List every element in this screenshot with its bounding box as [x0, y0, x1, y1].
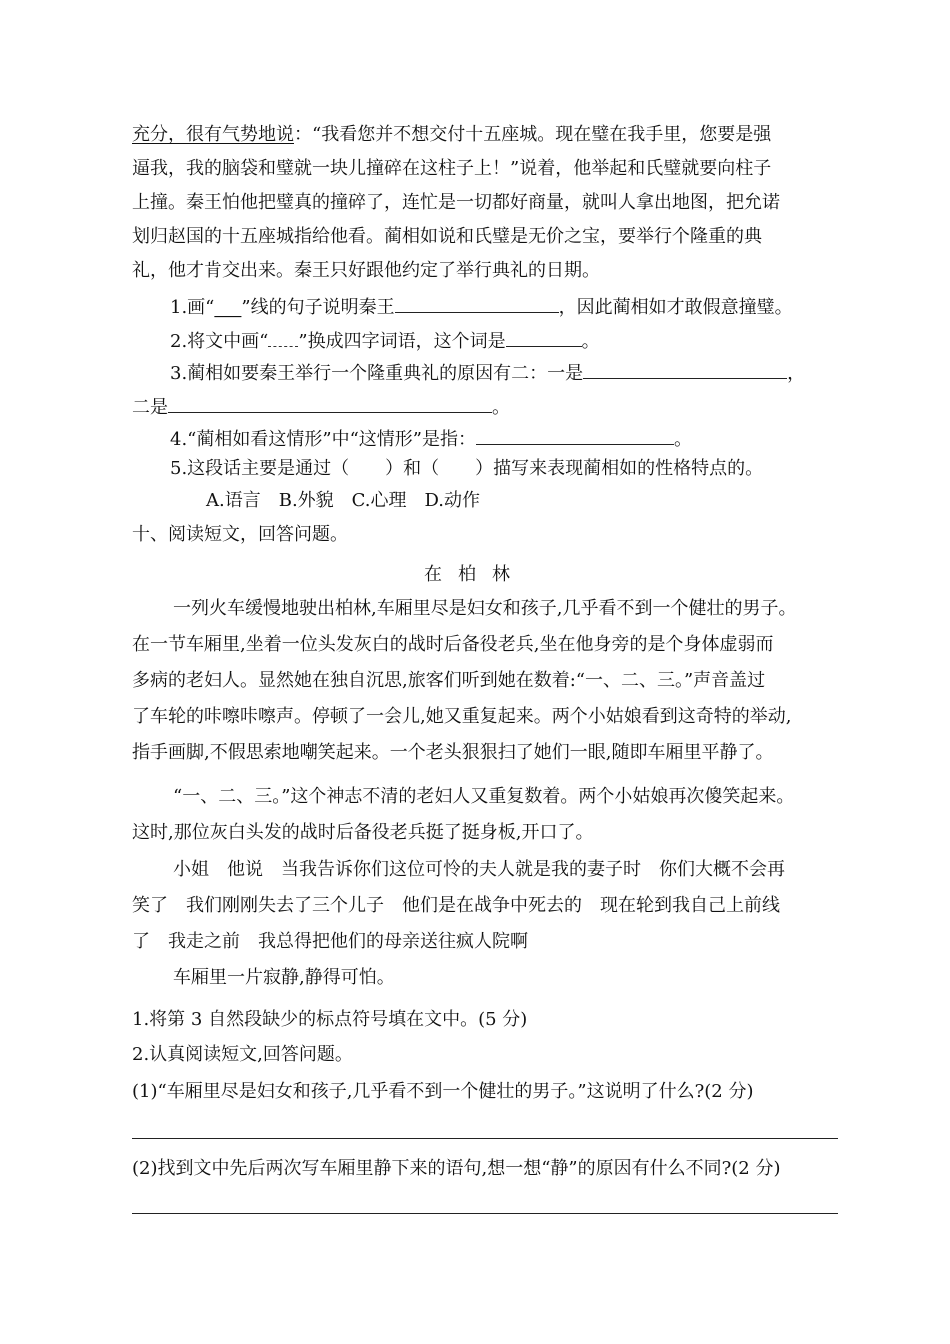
paragraph-1-line-1: 一列火车缓慢地驶出柏林,车厢里尽是妇女和孩子,几乎看不到一个健壮的男子。: [173, 598, 797, 619]
question-a2: 2.将文中画“ ”换成四字词语，这个词是 。: [170, 328, 600, 353]
underlined-sentence: 充分，很有气势地说: [132, 124, 294, 145]
paragraph-1-line-5: 指手画脚,不假思索地嘲笑起来。一个老头狠狠扫了她们一眼,随即车厢里平静了。: [132, 742, 774, 763]
section-heading: 十、阅读短文，回答问题。: [132, 524, 348, 545]
answer-line-2[interactable]: [132, 1213, 838, 1214]
paragraph-3-line-2: 笑了 我们刚刚失去了三个儿子 他们是在战争中死去的 现在轮到我自己上前线: [132, 895, 780, 916]
passage-line-4: 划归赵国的十五座城指给他看。蔺相如说和氏璧是无价之宝，要举行个隆重的典: [132, 226, 762, 247]
answer-blank[interactable]: [506, 328, 582, 347]
paragraph-2-line-2: 这时,那位灰白头发的战时后备役老兵挺了挺身板,开口了。: [132, 822, 594, 843]
paragraph-2-line-1: “一、二、三。”这个神志不清的老妇人又重复数着。两个小姑娘再次傻笑起来。: [173, 786, 795, 807]
paragraph-1-line-2: 在一节车厢里,坐着一位头发灰白的战时后备役老兵,坐在他身旁的是个身体虚弱而: [132, 634, 774, 655]
question-b2-1: (1)“车厢里尽是妇女和孩子,几乎看不到一个健壮的男子。”这说明了什么?(2 分): [132, 1081, 754, 1102]
passage-title: 在柏林: [424, 564, 526, 585]
question-b2-2: (2)找到文中先后两次写车厢里静下来的语句,想一想“静”的原因有什么不同?(2 分): [132, 1158, 781, 1179]
passage-line-5: 礼，他才肯交出来。秦王只好跟他约定了举行典礼的日期。: [132, 260, 600, 281]
question-a3-line2: 二是 。: [132, 394, 510, 419]
paragraph-1-line-4: 了车轮的咔嚓咔嚓声。停顿了一会儿,她又重复起来。两个小姑娘看到这奇特的举动,: [132, 706, 792, 727]
question-b1: 1.将第 3 自然段缺少的标点符号填在文中。(5 分): [132, 1009, 528, 1030]
dashed-mark: [268, 330, 298, 347]
answer-blank[interactable]: [583, 360, 787, 379]
answer-blank[interactable]: [168, 394, 492, 413]
passage-line-3: 上撞。秦王怕他把璧真的撞碎了，连忙是一切都好商量，就叫人拿出地图，把允诺: [132, 192, 780, 213]
answer-blank[interactable]: [395, 294, 559, 313]
paragraph-3-line-1: 小姐 他说 当我告诉你们这位可怜的夫人就是我的妻子时 你们大概不会再: [173, 859, 785, 880]
question-a3: 3.蔺相如要秦王举行一个隆重典礼的原因有二：一是 ，: [170, 360, 805, 385]
paragraph-3-line-3: 了 我走之前 我总得把他们的母亲送往疯人院啊: [132, 931, 528, 952]
passage-line-2: 逼我，我的脑袋和璧就一块儿撞碎在这柱子上！”说着，他举起和氏璧就要向柱子: [132, 158, 772, 179]
question-b2: 2.认真阅读短文,回答问题。: [132, 1044, 353, 1065]
passage-line-1: 充分，很有气势地说：“我看您并不想交付十五座城。现在璧在我手里，您要是强: [132, 124, 772, 145]
answer-blank[interactable]: [476, 426, 674, 445]
answer-options: A.语言 B.外貌 C.心理 D.动作: [206, 490, 481, 511]
paragraph-4: 车厢里一片寂静,静得可怕。: [173, 967, 395, 988]
question-a4: 4.“蔺相如看这情形”中“这情形”是指： 。: [170, 426, 692, 451]
paragraph-1-line-3: 多病的老妇人。显然她在独自沉思,旅客们听到她在数着:“一、二、三。”声音盖过: [132, 670, 766, 691]
question-a1: 1.画“___”线的句子说明秦王 ，因此蔺相如才敢假意撞璧。: [170, 294, 793, 319]
question-a5: 5.这段话主要是通过（ ）和（ ）描写来表现蔺相如的性格特点的。: [170, 458, 764, 479]
answer-line-1[interactable]: [132, 1138, 838, 1139]
